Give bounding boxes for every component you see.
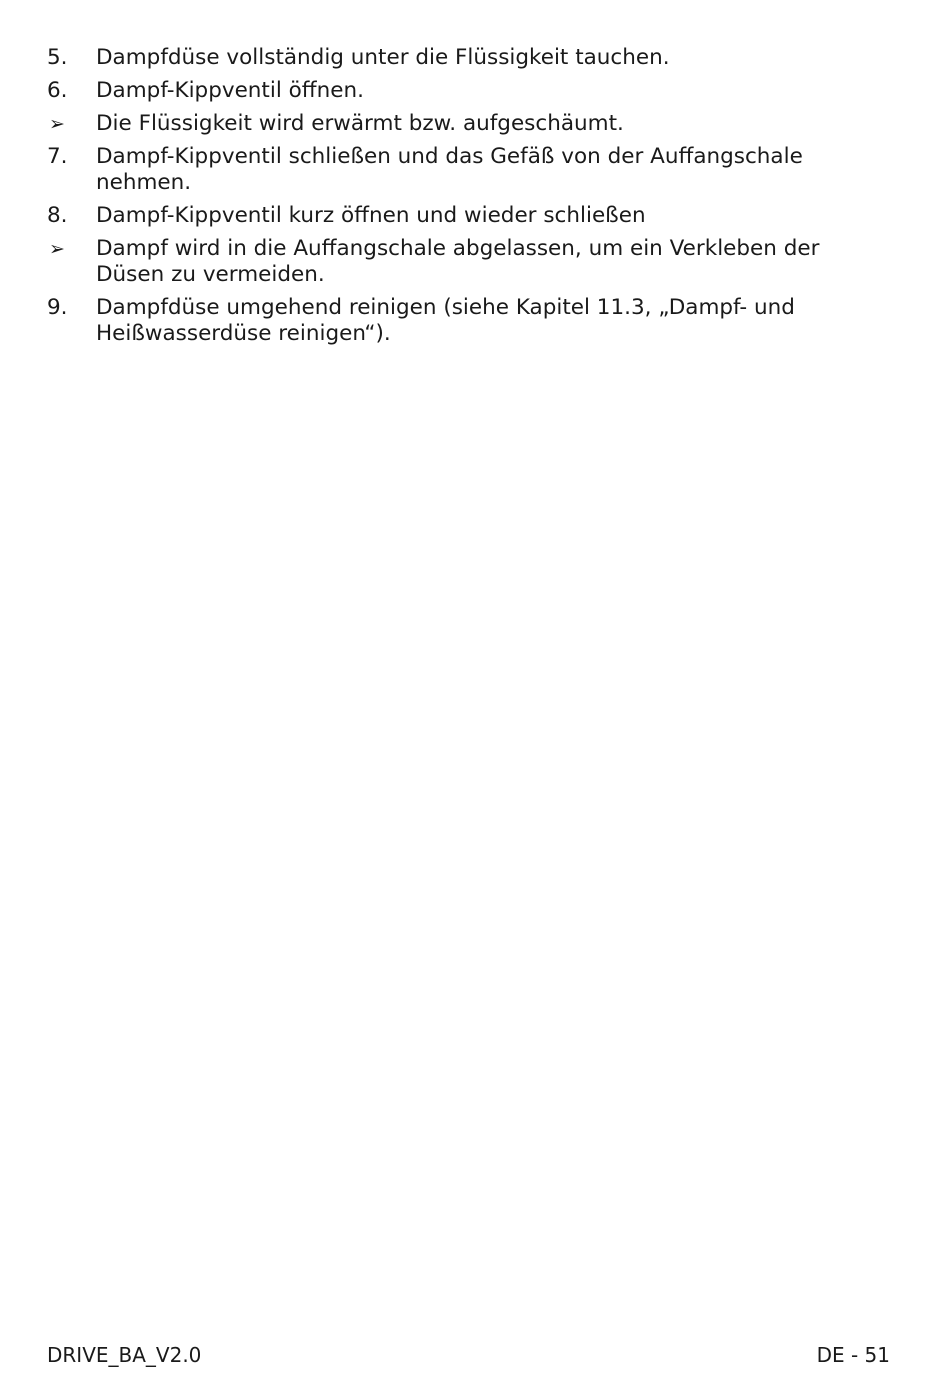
step-text: Dampf-Kippventil kurz öffnen und wieder schließen [96, 203, 646, 228]
instruction-list [47, 45, 907, 354]
result-8 [47, 236, 907, 288]
result-text: Die Flüssigkeit wird erwärmt bzw. aufgeschäumt. [96, 111, 624, 136]
footer-document-id: DRIVE_BA_V2.0 [47, 1343, 202, 1367]
step-text: Dampfdüse vollständig unter die Flüssigkeit tauchen. [96, 45, 670, 70]
step-9 [47, 295, 907, 347]
step-8 [47, 203, 907, 229]
step-number: 8. [47, 203, 68, 228]
step-number: 9. [47, 295, 68, 320]
step-6 [47, 78, 907, 104]
step-text: Dampf-Kippventil schließen und das Gefäß von der Auffangschale nehmen. [96, 144, 803, 195]
result-text: Dampf wird in die Auffangschale abgelassen, um ein Verkleben der Düsen zu vermeiden. [96, 236, 820, 287]
step-text: Dampfdüse umgehend reinigen (siehe Kapitel 11.3, „Dampf- und Heißwasserdüse reinigen“). [96, 295, 795, 346]
step-number: 7. [47, 144, 68, 169]
step-7 [47, 144, 907, 196]
result-6 [47, 111, 907, 137]
result-arrow-icon: ➢ [49, 113, 65, 135]
result-arrow-icon: ➢ [49, 238, 65, 260]
footer-page-number: DE - 51 [816, 1343, 890, 1367]
step-5 [47, 45, 907, 71]
step-number: 5. [47, 45, 68, 70]
step-text: Dampf-Kippventil öffnen. [96, 78, 364, 103]
step-number: 6. [47, 78, 68, 103]
